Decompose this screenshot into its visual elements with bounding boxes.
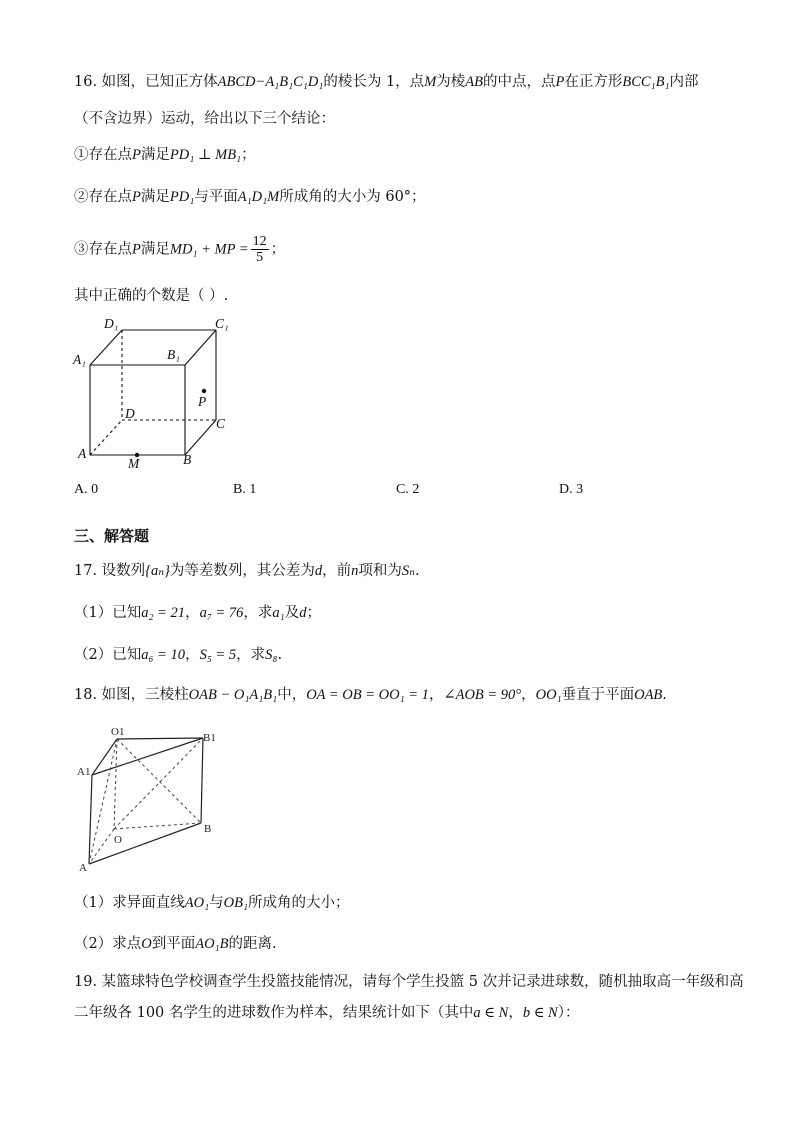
q16-text: 16. 如图，已知正方体 bbox=[74, 74, 218, 90]
text: 与 bbox=[209, 895, 224, 911]
math-expr: b ∈ N bbox=[522, 1005, 558, 1021]
q16-text: 的棱长为 1，点 bbox=[323, 74, 425, 90]
choice-a[interactable]: A. 0 bbox=[74, 482, 99, 497]
math-expr: OAB − O₁A₁B₁ bbox=[188, 687, 278, 703]
text: ，前 bbox=[322, 563, 352, 579]
math-expr: PD₁ bbox=[169, 189, 195, 205]
edge-oa-hidden bbox=[89, 829, 114, 864]
math-expr: a₆ = 10 bbox=[141, 647, 186, 663]
q16-text: 内部 bbox=[669, 74, 699, 90]
text: ， bbox=[428, 687, 444, 703]
text: 的距离. bbox=[228, 936, 277, 952]
q16-conclusion-3 bbox=[74, 234, 285, 265]
point-m: M bbox=[424, 74, 437, 90]
text: 及 bbox=[284, 605, 300, 621]
math-expr: ∠AOB = 90° bbox=[443, 687, 522, 703]
text: 项和为 bbox=[358, 563, 402, 579]
text: ②存在点 bbox=[74, 189, 132, 205]
text: 二年级各 100 名学生的进球数作为样本，结果统计如下（其中 bbox=[74, 1005, 474, 1021]
edge-b1c1 bbox=[185, 330, 216, 365]
text: ，求 bbox=[243, 605, 273, 621]
math-expr: AO₁ bbox=[184, 895, 210, 911]
math-expr: O bbox=[141, 936, 152, 952]
text: 与平面 bbox=[194, 189, 238, 205]
label-a1: A1 bbox=[77, 766, 91, 778]
math-expr: d bbox=[299, 605, 307, 621]
text: ③存在点 bbox=[74, 241, 132, 258]
text: ； bbox=[241, 147, 256, 163]
label-m: M bbox=[128, 456, 140, 471]
edge-bc bbox=[185, 420, 216, 455]
q16-line2: （不含边界）运动，给出以下三个结论： bbox=[74, 111, 335, 127]
text: 18. 如图，三棱柱 bbox=[74, 687, 189, 703]
text: ， bbox=[185, 647, 200, 663]
text: 满足 bbox=[140, 189, 170, 205]
text: ； bbox=[270, 241, 286, 258]
line-o1b-hidden bbox=[117, 739, 201, 823]
edge-ad-hidden bbox=[90, 420, 122, 455]
text: 中， bbox=[277, 687, 307, 703]
label-o1: O1 bbox=[111, 726, 125, 738]
text: 垂直于平面 bbox=[561, 687, 635, 703]
point-p: P bbox=[132, 241, 141, 258]
text: ； bbox=[306, 605, 321, 621]
line-ob1-hidden bbox=[114, 738, 203, 829]
point-p: P bbox=[555, 74, 565, 90]
numerator: 12 bbox=[252, 234, 267, 249]
math-expr: PD₁ ⊥ MB₁ bbox=[169, 147, 242, 163]
label-b1: B₁ bbox=[167, 347, 180, 362]
math-expr: {aₙ} bbox=[145, 563, 170, 579]
text: 满足 bbox=[140, 241, 170, 258]
math-expr: d bbox=[314, 563, 323, 579]
q18-part2 bbox=[74, 934, 277, 954]
text: ，求 bbox=[236, 647, 266, 663]
fraction bbox=[251, 234, 269, 265]
edge-a1d1 bbox=[90, 330, 122, 365]
text: 到平面 bbox=[151, 936, 196, 952]
label-b: B bbox=[204, 823, 212, 835]
text: 所成角的大小为 60°； bbox=[279, 189, 426, 205]
section-title: 三、解答题 bbox=[74, 527, 150, 545]
q16-text: 为棱 bbox=[436, 74, 466, 90]
math-expr: S₅ = 5 bbox=[199, 647, 237, 663]
math-expr: OO₁ bbox=[535, 687, 562, 703]
text: （1）已知 bbox=[74, 605, 142, 621]
q19-line2 bbox=[74, 1003, 579, 1023]
math-expr: A₁D₁M bbox=[237, 189, 280, 205]
label-c1: C₁ bbox=[215, 316, 229, 331]
text: . bbox=[415, 563, 420, 579]
text: （2）已知 bbox=[74, 647, 142, 663]
label-d: D bbox=[125, 406, 135, 421]
cube-figure bbox=[70, 312, 240, 477]
math-expr: a₇ = 76 bbox=[199, 605, 244, 621]
math-expr: OA = OB = OO₁ = 1 bbox=[306, 687, 429, 703]
math-expr: n bbox=[351, 563, 359, 579]
q16-conclusion-2 bbox=[74, 187, 426, 207]
choice-d[interactable]: D. 3 bbox=[559, 482, 584, 497]
edge-o1b1 bbox=[117, 738, 203, 739]
cube-name: ABCD−A₁B₁C₁D₁ bbox=[217, 74, 324, 90]
face-name: BCC₁B₁ bbox=[622, 74, 670, 90]
text: （1）求异面直线 bbox=[74, 895, 185, 911]
text: ， bbox=[508, 1005, 523, 1021]
text: 满足 bbox=[140, 147, 170, 163]
text: 17. 设数列 bbox=[74, 563, 146, 579]
point-p: P bbox=[132, 189, 141, 205]
q17-line1 bbox=[74, 561, 420, 581]
label-c: C bbox=[216, 416, 226, 431]
choice-b[interactable]: B. 1 bbox=[233, 482, 257, 497]
q19-line1: 19. 某篮球特色学校调查学生投篮技能情况，请每个学生投篮 5 次并记录进球数，随机抽取高一年级和高 bbox=[74, 974, 744, 990]
edge-ab bbox=[89, 823, 201, 864]
label-d1: D₁ bbox=[104, 316, 119, 331]
label-o: O bbox=[114, 834, 122, 846]
math-expr: a ∈ N bbox=[473, 1005, 509, 1021]
text: . bbox=[277, 647, 283, 663]
math-expr: a₂ = 21 bbox=[141, 605, 186, 621]
q16-text: 在正方形 bbox=[564, 74, 623, 90]
label-a1: A₁ bbox=[73, 352, 86, 367]
q17-part2 bbox=[74, 645, 282, 665]
q17-part1 bbox=[74, 603, 321, 623]
q16-line1 bbox=[74, 72, 699, 92]
text: ）： bbox=[557, 1005, 580, 1021]
q18-line1 bbox=[74, 685, 667, 705]
math-expr: OAB bbox=[634, 687, 663, 703]
q18-part1 bbox=[74, 893, 349, 913]
denominator: 5 bbox=[256, 250, 264, 265]
text: ①存在点 bbox=[74, 147, 132, 163]
q16-conclusion-1 bbox=[74, 145, 256, 165]
math-expr: S₈ bbox=[265, 647, 278, 663]
text: ， bbox=[521, 687, 536, 703]
point-p-dot bbox=[202, 389, 206, 393]
math-expr: AO₁B bbox=[195, 936, 229, 952]
label-a: A bbox=[78, 446, 87, 461]
point-p: P bbox=[132, 147, 141, 163]
math-expr: Sₙ bbox=[401, 563, 416, 579]
edge-bb1 bbox=[201, 738, 203, 823]
text: . bbox=[662, 687, 667, 703]
q16-text: 的中点，点 bbox=[483, 74, 556, 90]
text: ， bbox=[185, 605, 200, 621]
label-b: B bbox=[183, 452, 192, 467]
q16-question: 其中正确的个数是（ ）. bbox=[74, 288, 229, 304]
math-expr: a₁ bbox=[272, 605, 285, 621]
prism-figure bbox=[74, 724, 224, 874]
text: 所成角的大小； bbox=[247, 895, 350, 911]
text: （2）求点 bbox=[74, 936, 142, 952]
text: 为等差数列，其公差为 bbox=[169, 563, 315, 579]
label-b1: B1 bbox=[203, 732, 216, 744]
label-p: P bbox=[198, 394, 207, 409]
label-a: A bbox=[79, 862, 87, 874]
choice-c[interactable]: C. 2 bbox=[396, 482, 420, 497]
math-expr: OB₁ bbox=[223, 895, 248, 911]
edge-ab: AB bbox=[465, 74, 483, 90]
math-expr: MD₁ + MP = bbox=[169, 241, 249, 258]
